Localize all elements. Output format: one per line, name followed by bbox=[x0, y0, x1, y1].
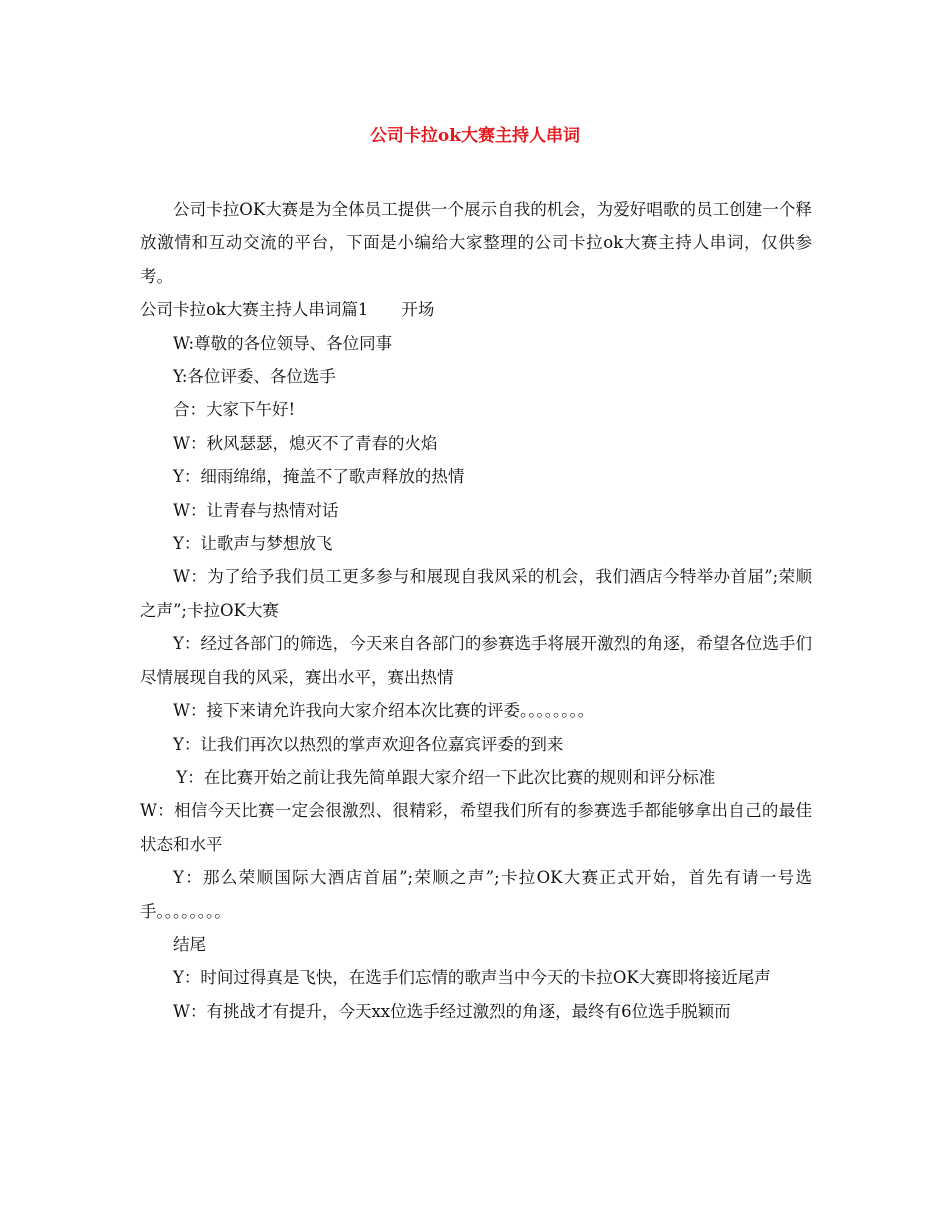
dialogue-line: Y：时间过得真是飞快，在选手们忘情的歌声当中今天的卡拉OK大赛即将接近尾声 bbox=[173, 968, 771, 988]
document-body bbox=[140, 193, 812, 1028]
section-heading: 结尾 bbox=[173, 934, 206, 954]
dialogue-line: W：接下来请允许我向大家介绍本次比赛的评委。。。。。。。。 bbox=[173, 701, 595, 721]
dialogue-line: Y:各位评委、各位选手 bbox=[173, 367, 336, 387]
dialogue-line: W：相信今天比赛一定会很激烈、很精彩，希望我们所有的参赛选手都能够拿出自己的最佳状态和水平 bbox=[140, 801, 812, 854]
dialogue-line: W：有挑战才有提升，今天xx位选手经过激烈的角逐，最终有6位选手脱颖而 bbox=[173, 1001, 731, 1021]
dialogue-line: W：为了给予我们员工更多参与和展现自我风采的机会，我们酒店今特举办首届”;荣顺之声”;卡拉OK大赛 bbox=[140, 567, 812, 620]
dialogue-line: Y：那么荣顺国际大酒店首届”;荣顺之声”;卡拉OK大赛正式开始，首先有请一号选手。。。。。。。。 bbox=[140, 868, 812, 921]
paragraph-intro: 公司卡拉OK大赛是为全体员工提供一个展示自我的机会，为爱好唱歌的员工创建一个释放激情和互动交流的平台，下面是小编给大家整理的公司卡拉ok大赛主持人串词，仅供参考。 bbox=[140, 200, 812, 286]
dialogue-line: W：让青春与热情对话 bbox=[173, 500, 339, 520]
dialogue-line: W:尊敬的各位领导、各位同事 bbox=[173, 333, 393, 353]
document-title: 公司卡拉ok大赛主持人串词 bbox=[369, 126, 581, 146]
dialogue-line: Y：经过各部门的筛选，今天来自各部门的参赛选手将展开激烈的角逐，希望各位选手们尽情展现自我的风采，赛出水平，赛出热情 bbox=[140, 634, 812, 687]
dialogue-line: Y：让我们再次以热烈的掌声欢迎各位嘉宾评委的到来 bbox=[173, 734, 564, 754]
dialogue-line: 合：大家下午好! bbox=[173, 400, 296, 420]
dialogue-line: Y：细雨绵绵，掩盖不了歌声释放的热情 bbox=[173, 467, 465, 487]
dialogue-line: Y：在比赛开始之前让我先简单跟大家介绍一下此次比赛的规则和评分标准 bbox=[176, 767, 716, 787]
dialogue-line: W：秋风瑟瑟，熄灭不了青春的火焰 bbox=[173, 433, 438, 453]
dialogue-line: Y：让歌声与梦想放飞 bbox=[173, 534, 333, 554]
section-heading: 公司卡拉ok大赛主持人串词篇1 开场 bbox=[140, 300, 435, 320]
